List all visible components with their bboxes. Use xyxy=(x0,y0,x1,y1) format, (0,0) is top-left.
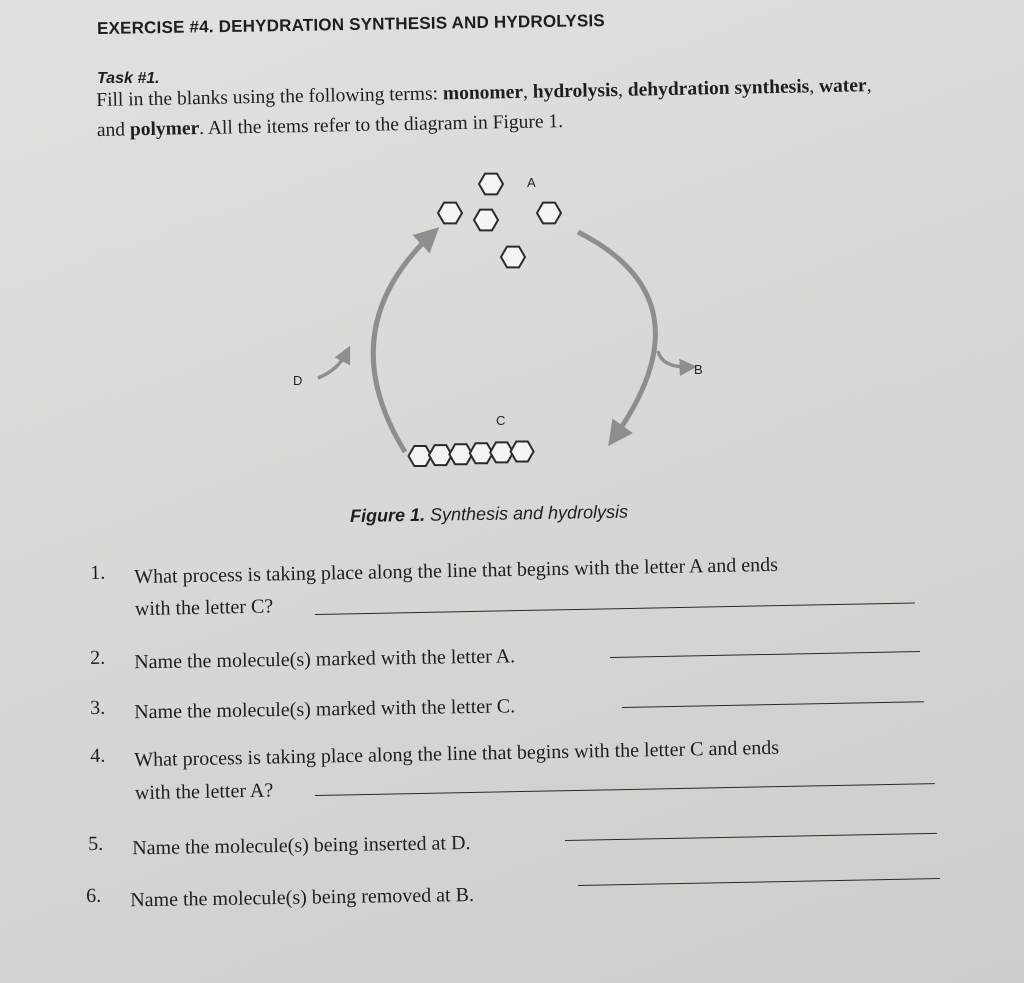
polymer-hexagon xyxy=(511,442,534,462)
question-text-line-1: What process is taking place along the line that begins with the letter C and ends xyxy=(134,736,780,772)
label-d: D xyxy=(293,373,303,388)
question-text-line-1: What process is taking place along the line that begins with the letter A and ends xyxy=(134,553,779,589)
water-remove-arrow-b xyxy=(658,351,690,367)
term-dehydration-synthesis: dehydration synthesis xyxy=(627,76,810,101)
water-insert-arrow-d xyxy=(318,352,347,378)
polymer-hexagon xyxy=(409,446,432,466)
caption-text: Synthesis and hydrolysis xyxy=(424,501,629,525)
term-water: water xyxy=(818,75,867,98)
polymer-chain xyxy=(409,442,534,467)
label-a: A xyxy=(527,175,536,190)
term-monomer: monomer xyxy=(442,81,524,105)
label-c: C xyxy=(496,413,506,428)
monomer-hexagon xyxy=(438,203,462,224)
question-number: 4. xyxy=(90,744,106,767)
term-hydrolysis: hydrolysis xyxy=(532,79,619,103)
label-b: B xyxy=(694,362,703,377)
figure-caption xyxy=(350,502,628,527)
task-label: Task #1. xyxy=(97,70,160,87)
question-text-line-1: Name the molecule(s) being inserted at D. xyxy=(132,831,471,860)
question-number: 6. xyxy=(86,884,102,907)
question-text-line-2: with the letter C? xyxy=(134,595,274,621)
term-polymer: polymer xyxy=(129,118,200,141)
instructions: Fill in the blanks using the following terms: monomer, hydrolysis, dehydration synthesis, water, and polymer. All the items refer to the diagram in Figure 1. xyxy=(96,75,872,141)
polymer-hexagon xyxy=(449,444,472,464)
question-number: 1. xyxy=(90,561,106,584)
polymer-hexagon xyxy=(429,445,452,465)
exercise-title: EXERCISE #4. DEHYDRATION SYNTHESIS AND HYDROLYSIS xyxy=(96,11,606,38)
question-text-line-1: Name the molecule(s) marked with the letter A. xyxy=(134,645,516,674)
question-text-line-2: with the letter A? xyxy=(134,779,274,805)
polymer-hexagon xyxy=(470,443,493,463)
monomer-hexagon xyxy=(537,203,561,224)
monomer-hexagon xyxy=(501,247,525,268)
synthesis-arrow xyxy=(373,234,432,452)
question-number: 5. xyxy=(88,832,104,855)
monomer-hexagon xyxy=(474,210,498,231)
polymer-hexagon xyxy=(490,442,513,462)
question-number: 3. xyxy=(90,696,106,719)
caption-number: Figure 1. xyxy=(349,504,426,526)
instructions-lead: Fill in the blanks using the following terms: xyxy=(96,83,444,111)
instructions-tail: . All the items refer to the diagram in Figure 1. xyxy=(198,111,564,140)
monomers-group xyxy=(438,174,561,268)
question-text-line-1: Name the molecule(s) being removed at B. xyxy=(130,883,475,912)
hydrolysis-arrow xyxy=(578,232,655,438)
question-text-line-1: Name the molecule(s) marked with the letter C. xyxy=(134,695,516,724)
monomer-hexagon xyxy=(479,174,503,195)
question-number: 2. xyxy=(90,646,106,669)
